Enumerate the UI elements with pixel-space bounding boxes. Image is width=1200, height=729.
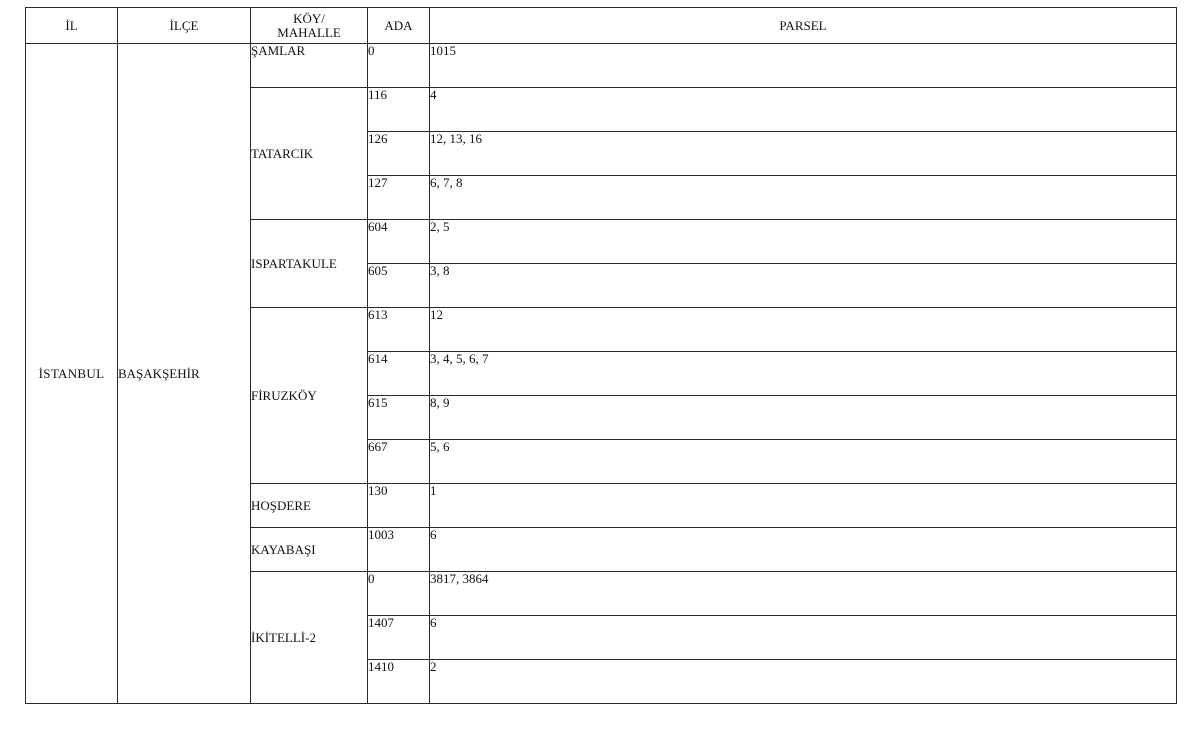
header-koy-mahalle xyxy=(251,8,368,44)
ada-cell: 1003 xyxy=(368,528,430,572)
ada-cell: 667 xyxy=(368,440,430,484)
mahalle-cell-samlar: ŞAMLAR xyxy=(251,44,368,88)
header-row xyxy=(26,8,1177,44)
header-parsel: PARSEL xyxy=(430,8,1177,44)
parsel-cell: 3, 4, 5, 6, 7 xyxy=(430,352,1177,396)
mahalle-cell-tatarcik: TATARCIK xyxy=(251,88,368,220)
ada-cell: 1410 xyxy=(368,660,430,704)
parsel-cell: 3817, 3864 xyxy=(430,572,1177,616)
ada-cell: 614 xyxy=(368,352,430,396)
parsel-cell: 1 xyxy=(430,484,1177,528)
mahalle-cell-ikitelli-2: İKİTELLİ-2 xyxy=(251,572,368,704)
header-koy-line1: KÖY/ xyxy=(293,10,325,26)
ada-cell: 604 xyxy=(368,220,430,264)
parsel-cell: 5, 6 xyxy=(430,440,1177,484)
mahalle-cell-ispartakule: ISPARTAKULE xyxy=(251,220,368,308)
parsel-cell: 6 xyxy=(430,528,1177,572)
table-header xyxy=(26,8,1177,44)
ada-cell: 615 xyxy=(368,396,430,440)
mahalle-cell-hosdere: HOŞDERE xyxy=(251,484,368,528)
il-cell: İSTANBUL xyxy=(26,44,118,704)
header-koy-line2: MAHALLE xyxy=(277,24,341,40)
parsel-cell: 8, 9 xyxy=(430,396,1177,440)
table-row xyxy=(26,44,1177,88)
parsel-cell: 6, 7, 8 xyxy=(430,176,1177,220)
parsel-cell: 1015 xyxy=(430,44,1177,88)
ada-cell: 127 xyxy=(368,176,430,220)
ada-cell: 613 xyxy=(368,308,430,352)
parsel-cell: 3, 8 xyxy=(430,264,1177,308)
ada-cell: 1407 xyxy=(368,616,430,660)
parsel-cell: 12, 13, 16 xyxy=(430,132,1177,176)
mahalle-cell-firuzkoy: FİRUZKÖY xyxy=(251,308,368,484)
table-body xyxy=(26,44,1177,704)
parsel-cell: 2, 5 xyxy=(430,220,1177,264)
parcel-table xyxy=(25,7,1177,704)
parsel-cell: 12 xyxy=(430,308,1177,352)
ada-cell: 0 xyxy=(368,572,430,616)
mahalle-cell-kayabasi: KAYABAŞI xyxy=(251,528,368,572)
ilce-cell: BAŞAKŞEHİR xyxy=(118,44,251,704)
header-ada: ADA xyxy=(368,8,430,44)
ada-cell: 130 xyxy=(368,484,430,528)
ada-cell: 605 xyxy=(368,264,430,308)
header-il: İL xyxy=(26,8,118,44)
parsel-cell: 4 xyxy=(430,88,1177,132)
parsel-cell: 2 xyxy=(430,660,1177,704)
ada-cell: 116 xyxy=(368,88,430,132)
parsel-cell: 6 xyxy=(430,616,1177,660)
ada-cell: 126 xyxy=(368,132,430,176)
ada-cell: 0 xyxy=(368,44,430,88)
header-ilce: İLÇE xyxy=(118,8,251,44)
